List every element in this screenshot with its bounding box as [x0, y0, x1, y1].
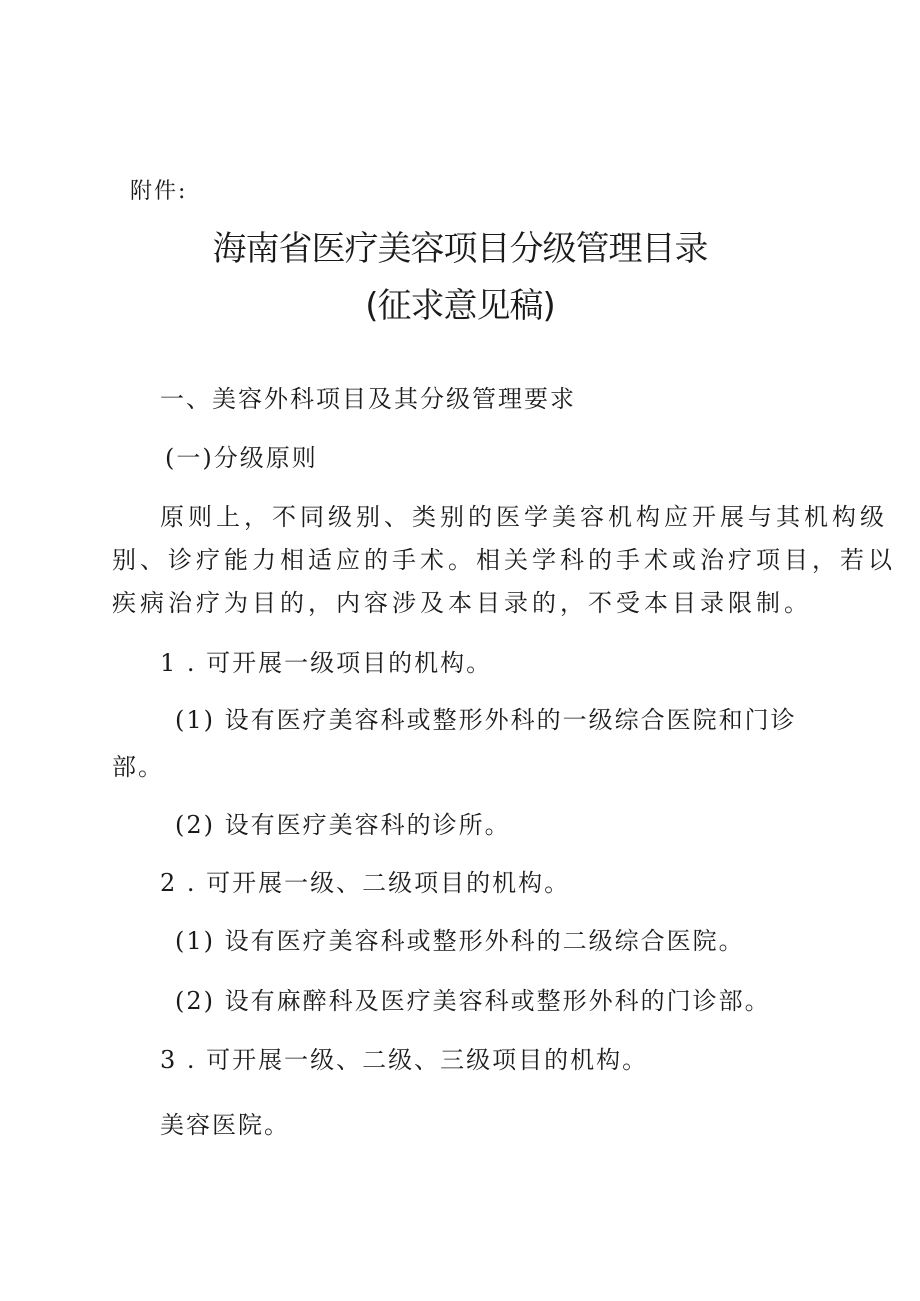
level3-heading: 3 . 可开展一级、二级、三级项目的机构。	[160, 1046, 649, 1074]
level1-item1-continued: 部。	[112, 753, 164, 781]
level1-heading: 1 . 可开展一级项目的机构。	[160, 649, 493, 677]
document-title: 海南省医疗美容项目分级管理目录	[212, 229, 708, 269]
principle-paragraph-line: 疾病治疗为目的，内容涉及本目录的，不受本目录限制。	[112, 589, 812, 617]
level1-item2: (2) 设有医疗美容科的诊所。	[175, 811, 511, 839]
principle-paragraph-line: 原则上，不同级别、类别的医学美容机构应开展与其机构级	[160, 503, 888, 531]
level2-heading: 2 . 可开展一级、二级项目的机构。	[160, 869, 571, 897]
level2-item1: (1) 设有医疗美容科或整形外科的二级综合医院。	[175, 927, 745, 955]
level2-item2: (2) 设有麻醉科及医疗美容科或整形外科的门诊部。	[175, 987, 771, 1015]
level1-item1: (1) 设有医疗美容科或整形外科的一级综合医院和门诊	[175, 706, 797, 734]
annex-label: 附件:	[130, 179, 188, 204]
section-heading: 一、美容外科项目及其分级管理要求	[160, 385, 576, 413]
principle-paragraph-line: 别、诊疗能力相适应的手术。相关学科的手术或治疗项目，若以	[112, 546, 896, 574]
subsection-heading: (一)分级原则	[165, 444, 318, 472]
level3-item1: 美容医院。	[160, 1111, 290, 1139]
document-subtitle: (征求意见稿)	[365, 286, 555, 326]
